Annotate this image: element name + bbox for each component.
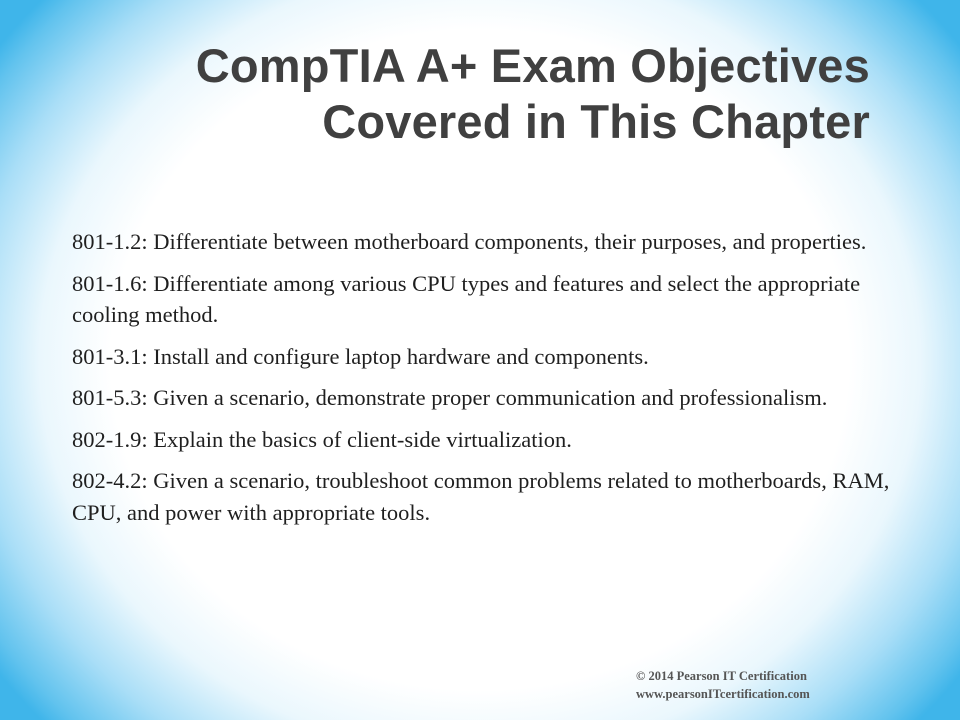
- footer-copyright: © 2014 Pearson IT Certification: [636, 669, 807, 683]
- slide-footer: [636, 667, 810, 703]
- objective-item: 801-3.1: Install and configure laptop hardware and components.: [72, 343, 649, 369]
- slide-title-line-1: CompTIA A+ Exam Objectives: [195, 39, 870, 92]
- objective-item: 801-5.3: Given a scenario, demonstrate proper communication and professionalism.: [72, 385, 828, 410]
- objective-item: 801-1.6: Differentiate among various CPU types and features and select the appropriate cooling method.: [72, 270, 861, 327]
- slide-title-line-2: Covered in This Chapter: [322, 95, 870, 148]
- footer-url: www.pearsonITcertification.com: [636, 687, 810, 701]
- objective-item: 801-1.2: Differentiate between motherboard components, their purposes, and properties.: [72, 229, 867, 254]
- objective-item: 802-1.9: Explain the basics of client-side virtualization.: [72, 426, 572, 452]
- objectives-list: [72, 226, 892, 538]
- slide-title: [60, 38, 870, 150]
- objective-item: 802-4.2: Given a scenario, troubleshoot common problems related to motherboards, RAM, CPU, and power with appropriate tools.: [72, 468, 890, 525]
